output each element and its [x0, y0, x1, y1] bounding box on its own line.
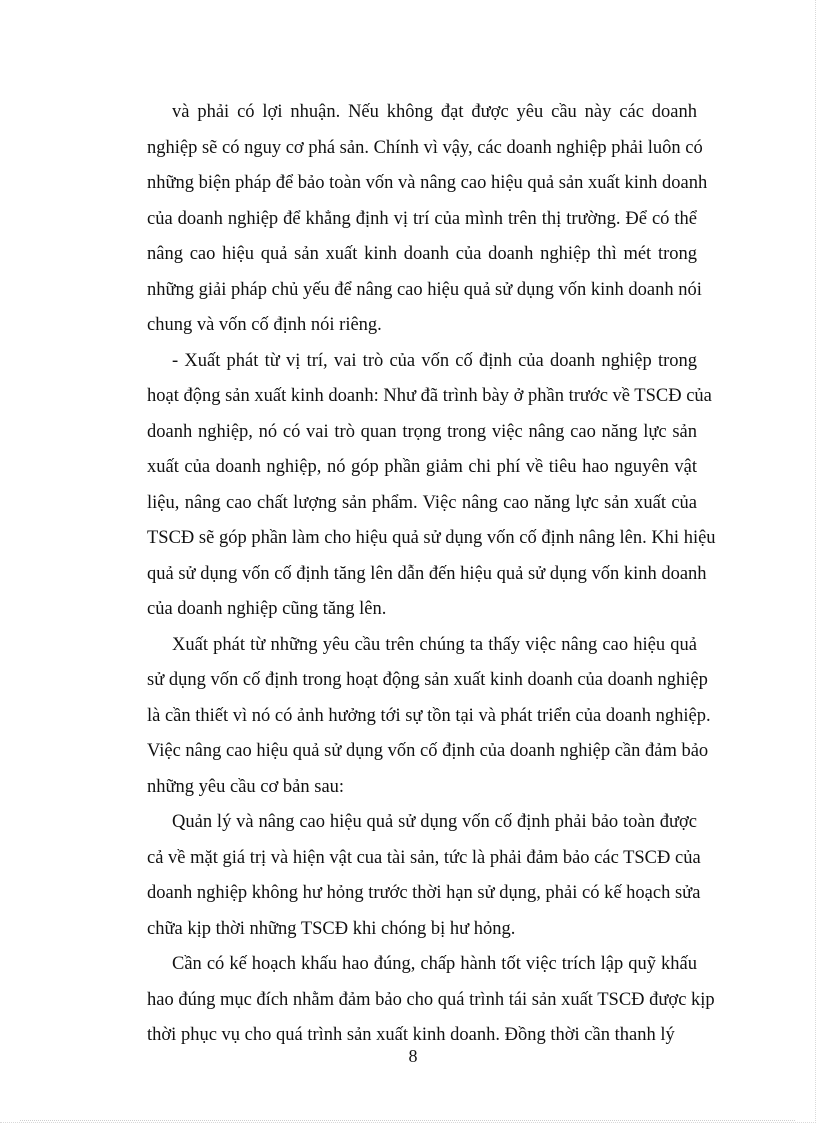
- text-line: quả sử dụng vốn cố định tăng lên dẫn đến hiệu quả sử dụng vốn kinh doanh: [147, 563, 707, 584]
- text-line: - Xuất phát từ vị trí, vai trò của vốn cố định của doanh nghiệp trong: [172, 350, 697, 371]
- text-line: chữa kịp thời những TSCĐ khi chóng bị hư hỏng.: [147, 918, 516, 939]
- text-line: nghiệp sẽ có nguy cơ phá sản. Chính vì vậy, các doanh nghiệp phải luôn có: [147, 137, 703, 158]
- text-line: Xuất phát từ những yêu cầu trên chúng ta thấy việc nâng cao hiệu quả: [172, 634, 697, 655]
- text-line: thời phục vụ cho quá trình sản xuất kinh doanh. Đồng thời cần thanh lý: [147, 1025, 675, 1045]
- paragraph-p3: [147, 628, 711, 806]
- text-line: những yêu cầu cơ bản sau:: [147, 776, 345, 797]
- text-line: là cần thiết vì nó có ảnh hưởng tới sự tồn tại và phát triển của doanh nghiệp.: [147, 705, 711, 726]
- body-text: [147, 95, 716, 1054]
- text-line: cả về mặt giá trị và hiện vật cua tài sản, tức là phải đảm bảo các TSCĐ của: [147, 847, 701, 868]
- text-line: những giải pháp chủ yếu để nâng cao hiệu quả sử dụng vốn kinh doanh nói: [147, 279, 702, 300]
- text-line: Quản lý và nâng cao hiệu quả sử dụng vốn cố định phải bảo toàn được: [172, 812, 697, 832]
- paragraph-p5: [147, 947, 715, 1054]
- paragraph-p4: [147, 805, 701, 947]
- text-line: xuất của doanh nghiệp, nó góp phần giảm chi phí về tiêu hao nguyên vật: [147, 457, 697, 477]
- text-line: chung và vốn cố định nói riêng.: [147, 315, 382, 335]
- text-line: của doanh nghiệp để khẳng định vị trí của mình trên thị trường. Để có thể: [147, 208, 697, 229]
- text-line: nâng cao hiệu quả sản xuất kinh doanh của doanh nghiệp thì mét trong: [147, 244, 697, 264]
- text-line: và phải có lợi nhuận. Nếu không đạt được yêu cầu này các doanh: [172, 102, 697, 122]
- text-line: Việc nâng cao hiệu quả sử dụng vốn cố định của doanh nghiệp cần đảm bảo: [147, 741, 709, 761]
- text-line: doanh nghiệp, nó có vai trò quan trọng trong việc nâng cao năng lực sản: [147, 421, 697, 442]
- text-line: hao đúng mục đích nhằm đảm bảo cho quá trình tái sản xuất TSCĐ được kịp: [147, 989, 715, 1010]
- text-line: của doanh nghiệp cũng tăng lên.: [147, 599, 387, 619]
- text-line: TSCĐ sẽ góp phần làm cho hiệu quả sử dụng vốn cố định nâng lên. Khi hiệu: [147, 528, 716, 548]
- page-bottom-divider: [20, 1120, 795, 1121]
- text-line: sử dụng vốn cố định trong hoạt động sản xuất kinh doanh của doanh nghiệp: [147, 670, 708, 690]
- paragraph-p1: [147, 95, 708, 344]
- text-line: doanh nghiệp không hư hỏng trước thời hạn sử dụng, phải có kế hoạch sửa: [147, 883, 701, 903]
- text-line: liệu, nâng cao chất lượng sản phẩm. Việc nâng cao năng lực sản xuất của: [147, 492, 697, 513]
- text-line: Cần có kế hoạch khấu hao đúng, chấp hành tốt việc trích lập quỹ khấu: [172, 954, 697, 974]
- text-line: hoạt động sản xuất kinh doanh: Như đã trình bày ở phần trước về TSCĐ của: [147, 386, 712, 406]
- paragraph-p2: [147, 344, 716, 628]
- text-line: những biện pháp để bảo toàn vốn và nâng cao hiệu quả sản xuất kinh doanh: [147, 173, 708, 193]
- page-number: 8: [408, 1046, 418, 1066]
